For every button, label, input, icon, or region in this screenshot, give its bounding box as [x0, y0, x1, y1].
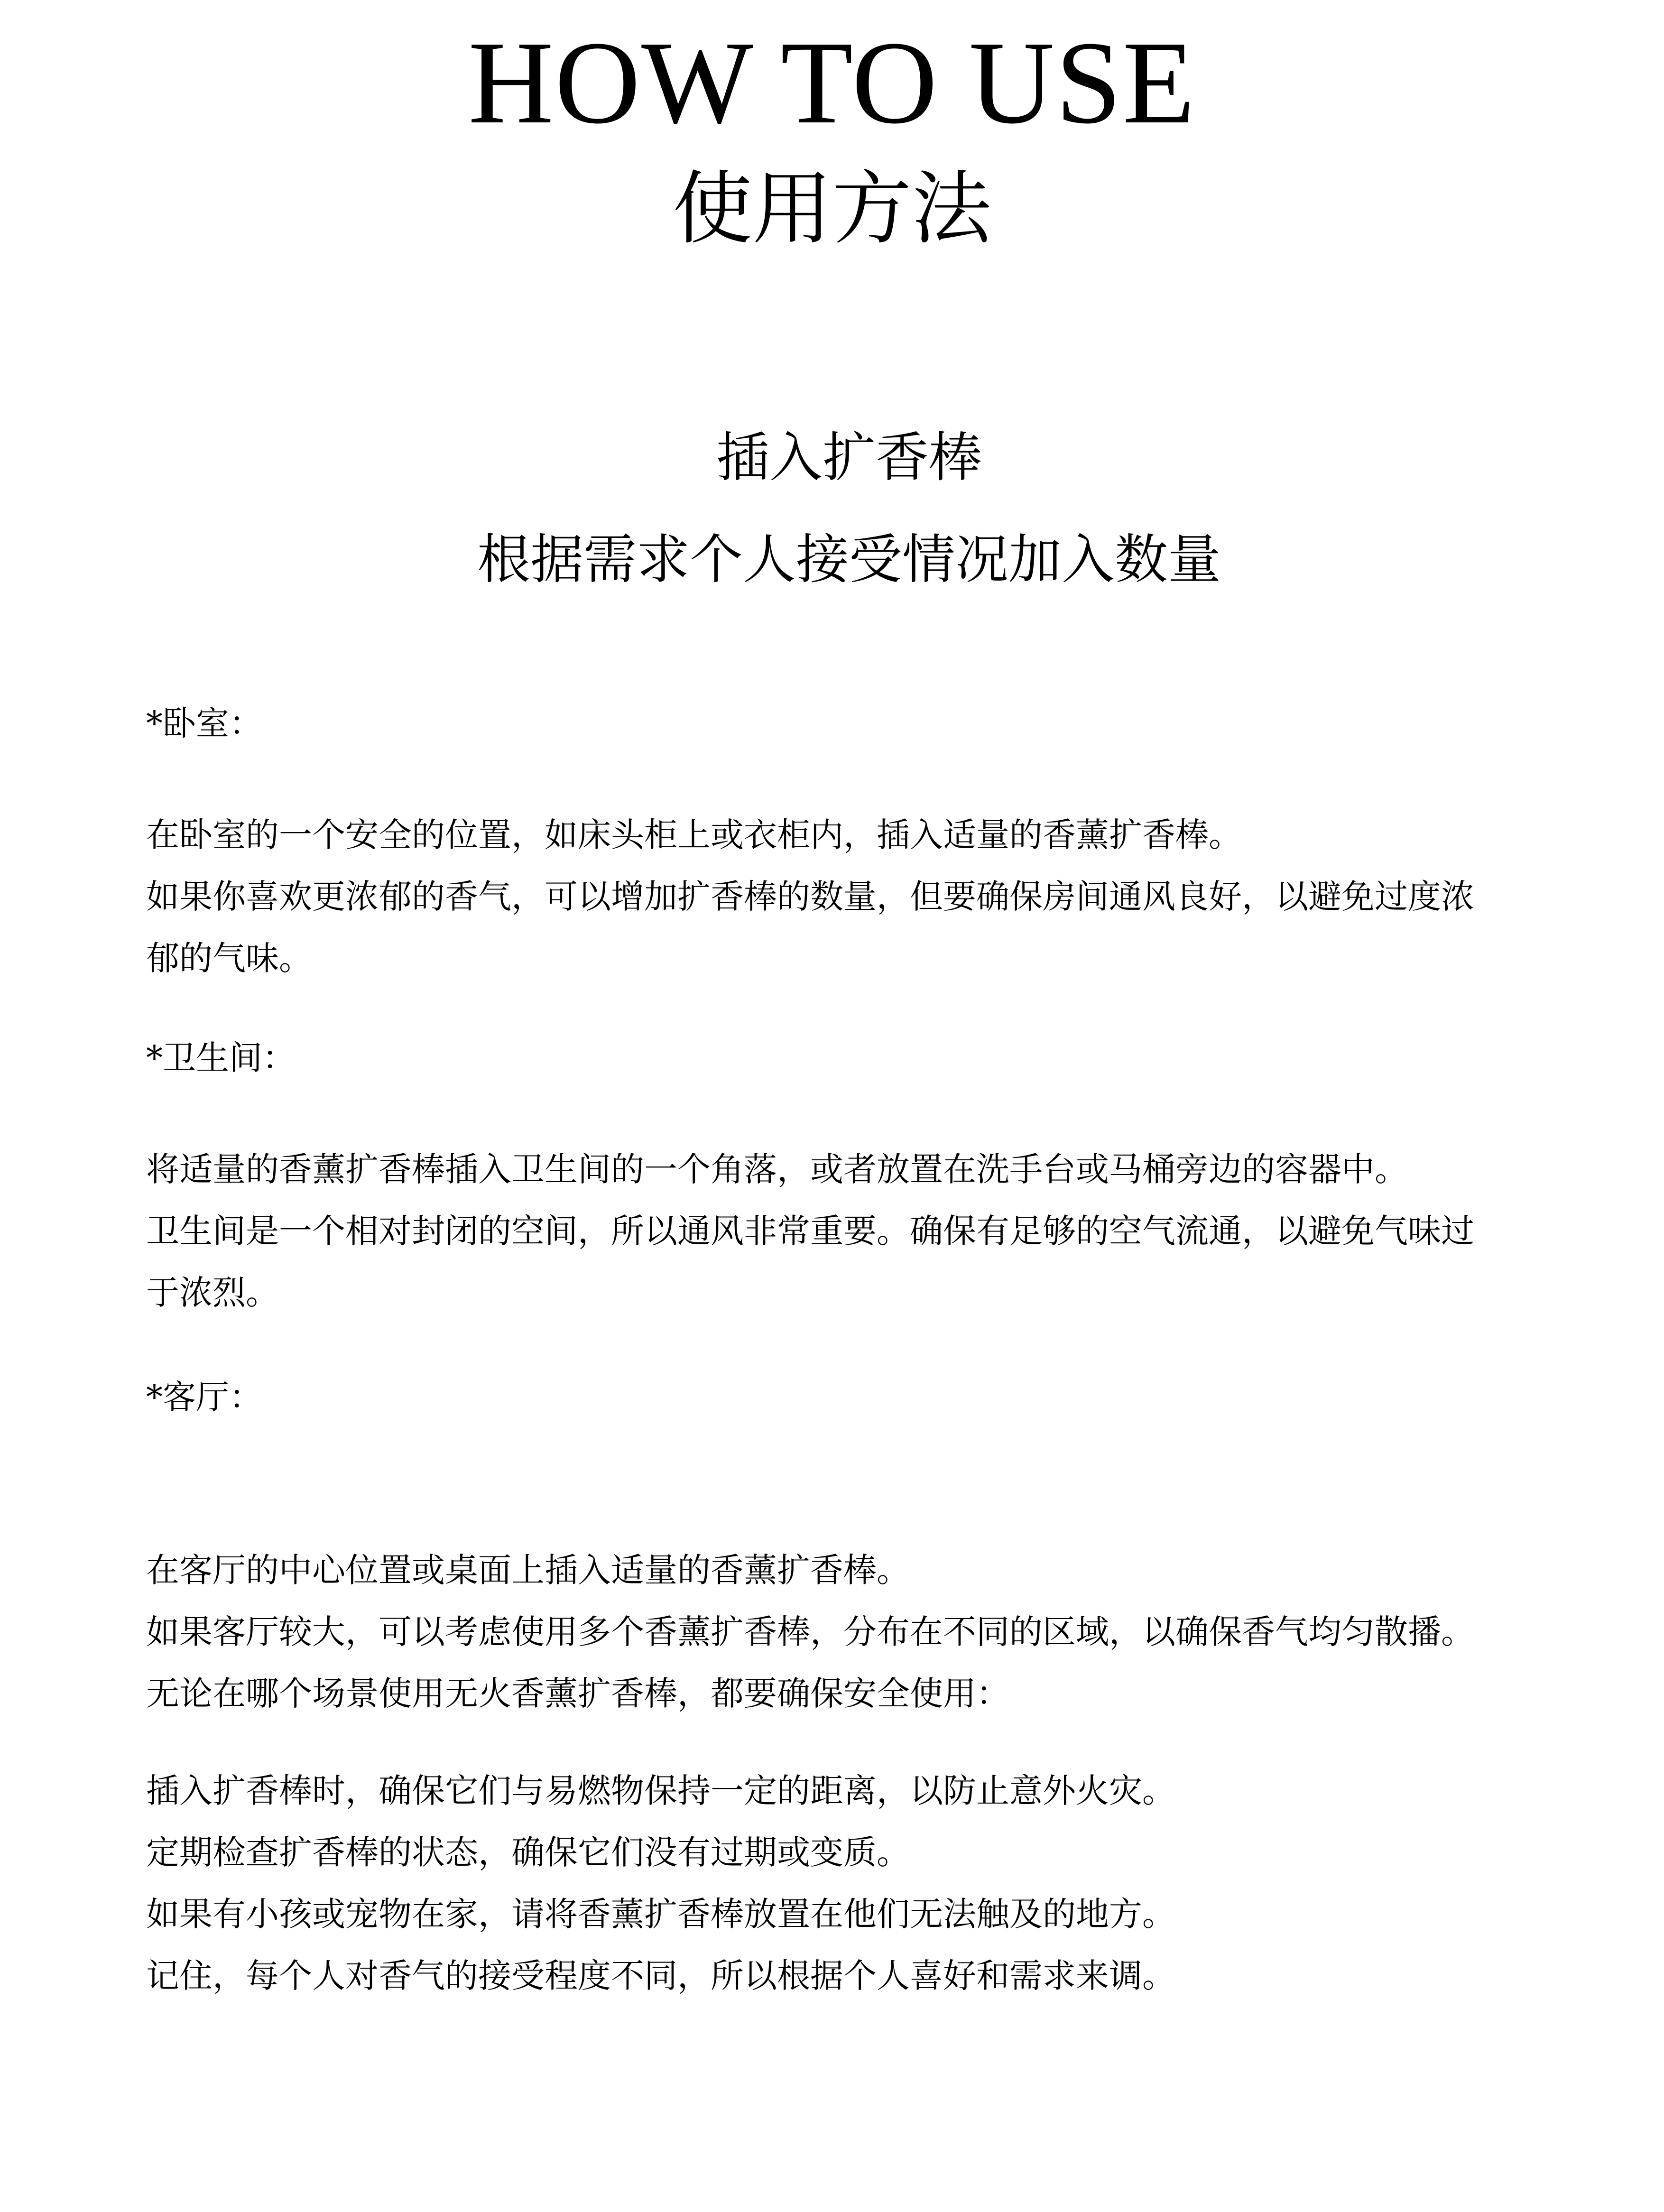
bathroom-paragraph-2-line-2: 于浓烈。: [146, 1273, 279, 1312]
bedroom-paragraph-1: 在卧室的一个安全的位置，如床头柜上或衣柜内，插入适量的香薰扩香棒。: [146, 815, 1242, 854]
living-room-paragraph-3: 无论在哪个场景使用无火香薰扩香棒，都要确保安全使用：: [146, 1674, 1009, 1713]
safety-item: 插入扩香棒时，确保它们与易燃物保持一定的距离，以防止意外火灾。: [146, 1771, 1175, 1810]
bathroom-heading: *卫生间：: [146, 1038, 296, 1077]
living-room-heading: *客厅：: [146, 1378, 262, 1416]
page-title-english: HOW TO USE: [468, 17, 1196, 148]
safety-item: 记住，每个人对香气的接受程度不同，所以根据个人喜好和需求来调。: [146, 1956, 1175, 1995]
bathroom-paragraph-1: 将适量的香薰扩香棒插入卫生间的一个角落，或者放置在洗手台或马桶旁边的容器中。: [146, 1150, 1408, 1189]
intro-subheading: 根据需求个人接受情况加入数量: [477, 529, 1221, 591]
safety-list: [146, 1760, 1550, 2007]
intro-heading: 插入扩香棒: [716, 427, 982, 489]
bathroom-paragraph-2-line-1: 卫生间是一个相对封闭的空间，所以通风非常重要。确保有足够的空气流通，以避免气味过: [146, 1212, 1474, 1250]
safety-item: 如果有小孩或宠物在家，请将香薰扩香棒放置在他们无法触及的地方。: [146, 1895, 1175, 1934]
living-room-paragraph-2: 如果客厅较大，可以考虑使用多个香薰扩香棒，分布在不同的区域，以确保香气均匀散播。: [146, 1612, 1474, 1651]
bedroom-paragraph-2-line-2: 郁的气味。: [146, 939, 312, 978]
living-room-section: [146, 1539, 1550, 1724]
bedroom-heading: *卧室：: [146, 704, 262, 743]
bedroom-section: [146, 804, 1550, 989]
living-room-paragraph-1: 在客厅的中心位置或桌面上插入适量的香薰扩香棒。: [146, 1551, 910, 1590]
safety-item: 定期检查扩香棒的状态，确保它们没有过期或变质。: [146, 1833, 910, 1872]
bedroom-paragraph-2-line-1: 如果你喜欢更浓郁的香气，可以增加扩香棒的数量，但要确保房间通风良好，以避免过度浓: [146, 877, 1474, 916]
page-title-chinese: 使用方法: [673, 162, 991, 255]
bathroom-section: [146, 1138, 1550, 1323]
